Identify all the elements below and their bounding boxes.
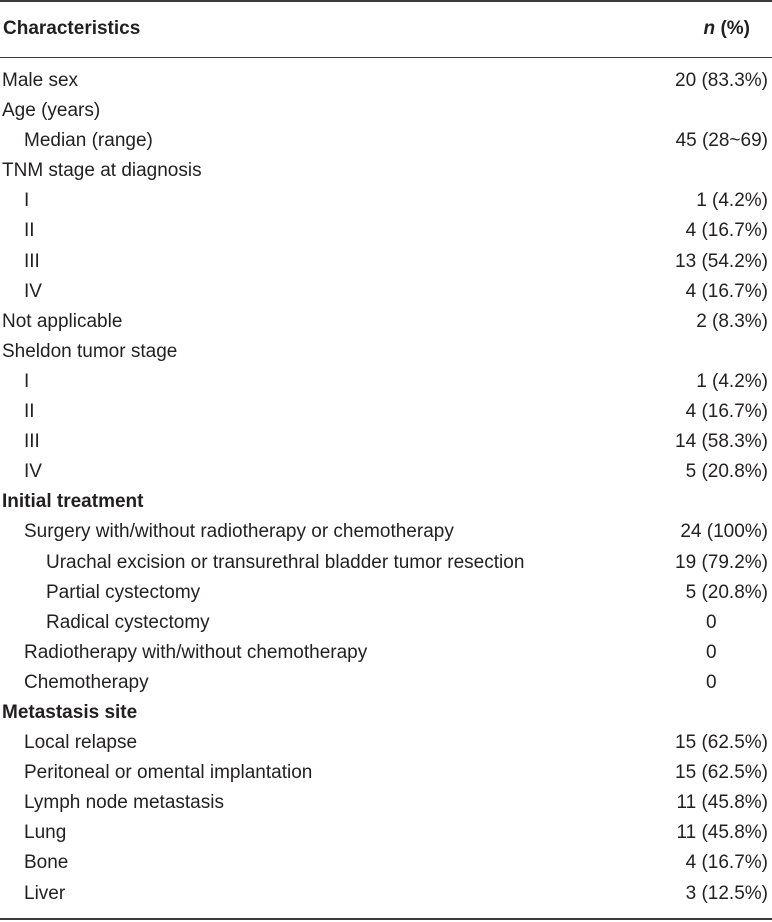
row-value: 20 (83.3%) xyxy=(675,70,768,91)
row-value: 15 (62.5%) xyxy=(675,762,768,784)
row-label: TNM stage at diagnosis xyxy=(2,160,202,182)
row-label: Not applicable xyxy=(2,310,123,332)
row-value: 4 (16.7%) xyxy=(685,220,768,242)
table-row xyxy=(0,427,772,457)
row-value: 14 (58.3%) xyxy=(675,431,768,453)
row-value: 2 (8.3%) xyxy=(696,310,768,332)
row-value: 45 (28~69) xyxy=(675,130,768,152)
row-value: 13 (54.2%) xyxy=(675,250,768,272)
table-row xyxy=(0,186,772,216)
table-row xyxy=(0,397,772,427)
row-value: 11 (45.8%) xyxy=(676,792,768,814)
table-row xyxy=(0,66,772,96)
table-row xyxy=(0,126,772,156)
table-row xyxy=(0,216,772,246)
table-row xyxy=(0,728,772,758)
row-label: Age (years) xyxy=(2,100,101,122)
header-n: n xyxy=(703,18,716,39)
header-characteristics: Characteristics xyxy=(3,18,141,39)
row-label: Liver xyxy=(24,882,66,904)
table-row xyxy=(0,608,772,638)
row-value: 19 (79.2%) xyxy=(675,551,768,573)
row-label: Local relapse xyxy=(24,732,138,754)
row-label: Lung xyxy=(24,822,67,844)
table-row xyxy=(0,578,772,608)
table-row xyxy=(0,156,772,186)
row-label: III xyxy=(24,431,40,453)
row-value: 4 (16.7%) xyxy=(685,280,768,302)
table-header xyxy=(0,2,772,57)
row-value: 11 (45.8%) xyxy=(676,822,768,844)
row-label: Initial treatment xyxy=(2,491,144,513)
row-label: III xyxy=(24,250,40,272)
row-label: Median (range) xyxy=(24,130,153,152)
table-row xyxy=(0,548,772,578)
row-value: 1 (4.2%) xyxy=(696,190,768,212)
row-label: Male sex xyxy=(2,70,79,91)
table-row xyxy=(0,698,772,728)
table-row xyxy=(0,879,772,909)
table-row xyxy=(0,457,772,487)
table-row xyxy=(0,638,772,668)
table-bottom-rule xyxy=(0,918,772,920)
row-label: II xyxy=(24,401,35,423)
row-label: Metastasis site xyxy=(2,701,138,723)
table-row xyxy=(0,367,772,397)
row-label: Chemotherapy xyxy=(24,671,149,693)
table-row xyxy=(0,517,772,547)
row-value: 0 xyxy=(706,611,717,633)
table-body xyxy=(0,66,772,909)
row-value: 24 (100%) xyxy=(680,521,768,543)
row-label: Partial cystectomy xyxy=(46,581,201,603)
row-value: 5 (20.8%) xyxy=(685,581,768,603)
row-label: I xyxy=(24,370,30,392)
row-label: Peritoneal or omental implantation xyxy=(24,762,313,784)
row-label: Surgery with/without radiotherapy or chemotherapy xyxy=(24,521,454,543)
table-row xyxy=(0,307,772,337)
row-label: Bone xyxy=(24,852,69,874)
row-label: Radiotherapy with/without chemotherapy xyxy=(24,641,368,663)
table-row xyxy=(0,758,772,788)
header-n-percent xyxy=(704,18,750,40)
row-label: I xyxy=(24,190,30,212)
row-value: 4 (16.7%) xyxy=(685,852,768,874)
header-pct: (%) xyxy=(720,18,750,39)
row-value: 4 (16.7%) xyxy=(685,401,768,423)
table-row xyxy=(0,247,772,277)
row-label: Lymph node metastasis xyxy=(24,792,224,814)
table-row xyxy=(0,277,772,307)
row-value: 5 (20.8%) xyxy=(685,461,768,483)
row-value: 1 (4.2%) xyxy=(696,370,768,392)
row-label: IV xyxy=(24,280,42,302)
row-label: Urachal excision or transurethral bladder tumor resection xyxy=(46,551,525,573)
row-value: 0 xyxy=(706,671,717,693)
table-row xyxy=(0,487,772,517)
row-label: Radical cystectomy xyxy=(46,611,210,633)
row-value: 3 (12.5%) xyxy=(685,882,768,904)
table-row xyxy=(0,96,772,126)
table-row xyxy=(0,668,772,698)
table-row xyxy=(0,337,772,367)
table-header-rule xyxy=(0,57,772,58)
row-value: 0 xyxy=(706,641,717,663)
table-row xyxy=(0,848,772,878)
row-label: IV xyxy=(24,461,42,483)
row-label: Sheldon tumor stage xyxy=(2,340,178,362)
row-label: II xyxy=(24,220,35,242)
table-row xyxy=(0,818,772,848)
table-row xyxy=(0,788,772,818)
row-value: 15 (62.5%) xyxy=(675,732,768,754)
